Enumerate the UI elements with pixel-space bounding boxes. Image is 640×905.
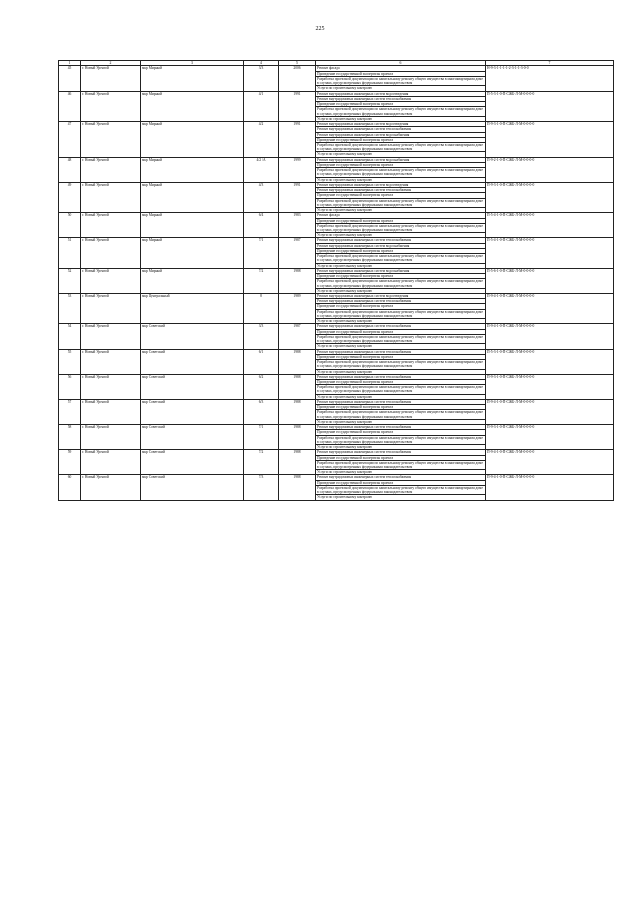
row-work-item: Проведение государственной экспертизы проекта bbox=[316, 274, 486, 279]
row-city: г. Новый Уренгой bbox=[81, 425, 141, 450]
row-work-item: Разработка проектной документации по капитальному ремонту общего имущества в многоквартирном доме в случаях, предусмотренных федеральным законодательством bbox=[316, 107, 486, 116]
row-work-item: Разработка проектной документации по капитальному ремонту общего имущества в многоквартирном доме в случаях, предусмотренных федеральным законодательством bbox=[316, 360, 486, 369]
row-street: мкр Советский bbox=[141, 425, 244, 450]
row-work-item: Проведение государственной экспертизы проекта bbox=[316, 218, 486, 223]
row-work-item: Проведение государственной экспертизы проекта bbox=[316, 102, 486, 107]
row-house: 7/3 bbox=[244, 475, 279, 500]
row-work-item: Услуги по строительному контролю bbox=[316, 369, 486, 374]
row-number: 52 bbox=[59, 268, 81, 293]
row-number: 55 bbox=[59, 349, 81, 374]
row-work-item: Ремонт внутридомовых инженерных систем водоотведения bbox=[316, 122, 486, 127]
row-code: П-9-3-1-0-П-СЖБ-Л-М-0-0-0-0 bbox=[486, 425, 614, 450]
row-number: 47 bbox=[59, 122, 81, 158]
row-city: г. Новый Уренгой bbox=[81, 450, 141, 475]
row-city: г. Новый Уренгой bbox=[81, 91, 141, 121]
row-work-item: Проведение государственной экспертизы проекта bbox=[316, 162, 486, 167]
row-city: г. Новый Уренгой bbox=[81, 349, 141, 374]
row-year: 1989 bbox=[279, 294, 316, 324]
row-house: 6/3 bbox=[244, 399, 279, 424]
row-year: 1988 bbox=[279, 425, 316, 450]
row-number: 53 bbox=[59, 294, 81, 324]
row-work-item: Ремонт внутридомовых инженерных систем водоснабжения bbox=[316, 243, 486, 248]
row-street: мкр Советский bbox=[141, 324, 244, 349]
table-row bbox=[59, 268, 614, 273]
row-number: 49 bbox=[59, 182, 81, 212]
row-street: мкр Центральный bbox=[141, 294, 244, 324]
row-work-item: Проведение государственной экспертизы проекта bbox=[316, 354, 486, 359]
row-code: П-9-4-1-0-П-СЖБ-Л-М-0-0-0-0 bbox=[486, 294, 614, 324]
row-year: 1987 bbox=[279, 324, 316, 349]
row-year: 1991 bbox=[279, 91, 316, 121]
row-work-item: Проведение государственной экспертизы проекта bbox=[316, 380, 486, 385]
row-work-item: Проведение государственной экспертизы проекта bbox=[316, 405, 486, 410]
row-work-item: Услуги по строительному контролю bbox=[316, 86, 486, 91]
row-work-item: Разработка проектной документации по капитальному ремонту общего имущества в многоквартирном доме в случаях, предусмотренных федеральным законодательством bbox=[316, 198, 486, 207]
row-city: г. Новый Уренгой bbox=[81, 294, 141, 324]
row-code: П-9-4-1-0-П-СЖБ-Л-М-0-0-0-0 bbox=[486, 399, 614, 424]
row-street: мкр Советский bbox=[141, 475, 244, 500]
row-number: 60 bbox=[59, 475, 81, 500]
row-number: 59 bbox=[59, 450, 81, 475]
row-house: 7/2 bbox=[244, 450, 279, 475]
row-street: мкр Мирный bbox=[141, 213, 244, 238]
table-row bbox=[59, 425, 614, 430]
row-number: 58 bbox=[59, 425, 81, 450]
row-work-item: Ремонт внутридомовых инженерных систем теплоснабжения bbox=[316, 238, 486, 243]
row-number: 54 bbox=[59, 324, 81, 349]
row-city: г. Новый Уренгой bbox=[81, 374, 141, 399]
table-row bbox=[59, 324, 614, 329]
row-code: П-5-4-1-0-П-СЖБ-Л-М-0-0-0-0 bbox=[486, 213, 614, 238]
row-year: 1991 bbox=[279, 182, 316, 212]
row-code: П-5-3-1-0-П-СЖБ-Л-М-0-0-0-0 bbox=[486, 349, 614, 374]
row-house: 7/2 bbox=[244, 268, 279, 293]
row-street: мкр Мирный bbox=[141, 91, 244, 121]
row-number: 50 bbox=[59, 213, 81, 238]
row-work-item: Ремонт внутридомовых инженерных систем теплоснабжения bbox=[316, 425, 486, 430]
row-work-item: Ремонт внутридомовых инженерных систем водоотведения bbox=[316, 182, 486, 187]
row-number: 56 bbox=[59, 374, 81, 399]
row-work-item: Проведение государственной экспертизы проекта bbox=[316, 329, 486, 334]
column-number-3: 3 bbox=[141, 61, 244, 66]
row-house: 4/2 /А bbox=[244, 157, 279, 182]
row-house: 8 bbox=[244, 294, 279, 324]
page-number: 225 bbox=[315, 26, 325, 32]
row-work-item: Разработка проектной документации по капитальному ремонту общего имущества в многоквартирном доме в случаях, предусмотренных федеральным законодательством bbox=[316, 76, 486, 85]
row-work-item: Разработка проектной документации по капитальному ремонту общего имущества в многоквартирном доме в случаях, предусмотренных федеральным законодательством bbox=[316, 309, 486, 318]
row-work-item: Ремонт внутридомовых инженерных систем теплоснабжения bbox=[316, 475, 486, 480]
row-number: 51 bbox=[59, 238, 81, 268]
row-work-item: Услуги по строительному контролю bbox=[316, 208, 486, 213]
row-code: Н-9-3-1-1-1-1-2-3-1-1-3-0-0 bbox=[486, 66, 614, 91]
row-work-item: Разработка проектной документации по капитальному ремонту общего имущества в многоквартирном доме в случаях, предусмотренных федеральным законодательством bbox=[316, 254, 486, 263]
row-work-item: Ремонт внутридомовых инженерных систем водоснабжения bbox=[316, 157, 486, 162]
row-work-item: Проведение государственной экспертизы проекта bbox=[316, 71, 486, 76]
row-year: 1983 bbox=[279, 213, 316, 238]
row-work-item: Ремонт внутридомовых инженерных систем водоотведения bbox=[316, 294, 486, 299]
row-house: 4/1 bbox=[244, 91, 279, 121]
row-work-item: Услуги по строительному контролю bbox=[316, 288, 486, 293]
table-row bbox=[59, 399, 614, 404]
row-work-item: Ремонт внутридомовых инженерных систем теплоснабжения bbox=[316, 188, 486, 193]
row-work-item: Проведение государственной экспертизы проекта bbox=[316, 455, 486, 460]
row-city: г. Новый Уренгой bbox=[81, 324, 141, 349]
table-row bbox=[59, 66, 614, 71]
row-year: 1987 bbox=[279, 238, 316, 268]
row-house: 6/4 bbox=[244, 213, 279, 238]
row-code: П-9-3-1-0-П-СЖБ-Л-М-0-0-0-0 bbox=[486, 122, 614, 158]
row-work-item: Ремонт внутридомовых инженерных систем теплоснабжения bbox=[316, 349, 486, 354]
row-work-item: Ремонт фасада bbox=[316, 66, 486, 71]
row-work-item: Разработка проектной документации по капитальному ремонту общего имущества в многоквартирном доме в случаях, предусмотренных федеральным законодательством bbox=[316, 385, 486, 394]
table-row bbox=[59, 238, 614, 243]
row-work-item: Ремонт внутридомовых инженерных систем водоснабжения bbox=[316, 132, 486, 137]
row-work-item: Ремонт внутридомовых инженерных систем теплоснабжения bbox=[316, 96, 486, 101]
column-number-5: 5 bbox=[279, 61, 316, 66]
row-work-item: Ремонт внутридомовых инженерных систем теплоснабжения bbox=[316, 324, 486, 329]
row-street: мкр Мирный bbox=[141, 66, 244, 91]
row-work-item: Ремонт фасада bbox=[316, 213, 486, 218]
table-body bbox=[59, 66, 614, 500]
row-city: г. Новый Уренгой bbox=[81, 122, 141, 158]
row-work-item: Ремонт внутридомовых инженерных систем водоотведения bbox=[316, 91, 486, 96]
row-house: 6/2 bbox=[244, 374, 279, 399]
row-city: г. Новый Уренгой bbox=[81, 66, 141, 91]
row-year: 1988 bbox=[279, 374, 316, 399]
column-number-6: 6 bbox=[316, 61, 486, 66]
row-work-item: Услуги по строительному контролю bbox=[316, 419, 486, 424]
row-city: г. Новый Уренгой bbox=[81, 157, 141, 182]
row-work-item: Услуги по строительному контролю bbox=[316, 470, 486, 475]
row-code: П-5-3-1-0-П-СЖБ-Л-М-0-0-0-0 bbox=[486, 91, 614, 121]
row-work-item: Услуги по строительному контролю bbox=[316, 177, 486, 182]
row-city: г. Новый Уренгой bbox=[81, 182, 141, 212]
row-number: 48 bbox=[59, 157, 81, 182]
row-code: П-9-3-1-0-П-СЖБ-Л-М-0-0-0-0 bbox=[486, 374, 614, 399]
row-city: г. Новый Уренгой bbox=[81, 268, 141, 293]
row-work-item: Проведение государственной экспертизы проекта bbox=[316, 193, 486, 198]
row-city: г. Новый Уренгой bbox=[81, 399, 141, 424]
table-row bbox=[59, 182, 614, 187]
column-number-7: 7 bbox=[486, 61, 614, 66]
row-code: П-9-4-1-0-П-СЖБ-Л-М-0-0-0-0 bbox=[486, 475, 614, 500]
row-street: мкр Мирный bbox=[141, 157, 244, 182]
row-work-item: Ремонт внутридомовых инженерных систем теплоснабжения bbox=[316, 127, 486, 132]
capital-repair-table bbox=[58, 60, 614, 501]
row-year: 1988 bbox=[279, 399, 316, 424]
row-work-item: Разработка проектной документации по капитальному ремонту общего имущества в многоквартирном доме в случаях, предусмотренных федеральным законодательством bbox=[316, 334, 486, 343]
row-work-item: Услуги по строительному контролю bbox=[316, 152, 486, 157]
row-work-item: Разработка проектной документации по капитальному ремонту общего имущества в многоквартирном доме в случаях, предусмотренных федеральным законодательством bbox=[316, 410, 486, 419]
row-street: мкр Мирный bbox=[141, 122, 244, 158]
row-number: 46 bbox=[59, 91, 81, 121]
row-year: 1988 bbox=[279, 349, 316, 374]
row-code: П-9-3-1-0-П-СЖБ-Л-М-0-0-0-0 bbox=[486, 182, 614, 212]
row-work-item: Проведение государственной экспертизы проекта bbox=[316, 248, 486, 253]
row-work-item: Разработка проектной документации по капитальному ремонту общего имущества в многоквартирном доме в случаях, предусмотренных федеральным законодательством bbox=[316, 460, 486, 469]
row-work-item: Ремонт внутридомовых инженерных систем теплоснабжения bbox=[316, 299, 486, 304]
row-code: П-5-6-1-0-П-СЖБ-Л-М-0-0-0-0 bbox=[486, 268, 614, 293]
row-work-item: Разработка проектной документации по капитальному ремонту общего имущества в многоквартирном доме в случаях, предусмотренных федеральным законодательством bbox=[316, 279, 486, 288]
row-street: мкр Мирный bbox=[141, 238, 244, 268]
row-house: 3/3 bbox=[244, 66, 279, 91]
row-work-item: Услуги по строительному контролю bbox=[316, 445, 486, 450]
row-year: 2006 bbox=[279, 66, 316, 91]
row-house: 6/1 bbox=[244, 349, 279, 374]
row-house: 7/1 bbox=[244, 238, 279, 268]
row-code: П-9-4-1-0-П-СЖБ-Л-М-0-0-0-0 bbox=[486, 450, 614, 475]
row-work-item: Услуги по строительному контролю bbox=[316, 394, 486, 399]
row-work-item: Проведение государственной экспертизы проекта bbox=[316, 430, 486, 435]
row-street: мкр Мирный bbox=[141, 268, 244, 293]
row-work-item: Ремонт внутридомовых инженерных систем водоснабжения bbox=[316, 268, 486, 273]
column-number-2: 2 bbox=[81, 61, 141, 66]
table-row bbox=[59, 122, 614, 127]
row-street: мкр Советский bbox=[141, 399, 244, 424]
row-work-item: Разработка проектной документации по капитальному ремонту общего имущества в многоквартирном доме в случаях, предусмотренных федеральным законодательством bbox=[316, 168, 486, 177]
row-work-item: Разработка проектной документации по капитальному ремонту общего имущества в многоквартирном доме в случаях, предусмотренных федеральным законодательством bbox=[316, 142, 486, 151]
row-year: 1988 bbox=[279, 268, 316, 293]
row-work-item: Услуги по строительному контролю bbox=[316, 263, 486, 268]
table-row bbox=[59, 294, 614, 299]
row-year: 1988 bbox=[279, 450, 316, 475]
row-work-item: Услуги по строительному контролю bbox=[316, 116, 486, 121]
row-work-item: Ремонт внутридомовых инженерных систем теплоснабжения bbox=[316, 374, 486, 379]
row-work-item: Услуги по строительному контролю bbox=[316, 495, 486, 500]
row-city: г. Новый Уренгой bbox=[81, 238, 141, 268]
row-work-item: Разработка проектной документации по капитальному ремонту общего имущества в многоквартирном доме в случаях, предусмотренных федеральным законодательством bbox=[316, 223, 486, 232]
row-house: 4/2 bbox=[244, 122, 279, 158]
row-year: 1999 bbox=[279, 157, 316, 182]
row-code: П-9-2-1-0-П-СЖБ-Л-М-0-0-0-0 bbox=[486, 157, 614, 182]
table-row bbox=[59, 91, 614, 96]
row-number: 45 bbox=[59, 66, 81, 91]
row-work-item: Услуги по строительному контролю bbox=[316, 233, 486, 238]
row-house: 7/1 bbox=[244, 425, 279, 450]
row-work-item: Услуги по строительному контролю bbox=[316, 319, 486, 324]
row-house: 3/3 bbox=[244, 324, 279, 349]
table-row bbox=[59, 374, 614, 379]
row-street: мкр Советский bbox=[141, 450, 244, 475]
row-street: мкр Советский bbox=[141, 374, 244, 399]
row-street: мкр Мирный bbox=[141, 182, 244, 212]
row-code: П-5-4-1-0-П-СЖБ-Л-М-0-0-0-0 bbox=[486, 238, 614, 268]
row-work-item: Проведение государственной экспертизы проекта bbox=[316, 137, 486, 142]
table-row bbox=[59, 157, 614, 162]
row-work-item: Разработка проектной документации по капитальному ремонту общего имущества в многоквартирном доме в случаях, предусмотренных федеральным законодательством bbox=[316, 435, 486, 444]
row-code: П-9-4-1-0-П-СЖБ-Л-М-0-0-0-0 bbox=[486, 324, 614, 349]
row-work-item: Ремонт внутридомовых инженерных систем теплоснабжения bbox=[316, 399, 486, 404]
row-number: 57 bbox=[59, 399, 81, 424]
row-house: 4/3 bbox=[244, 182, 279, 212]
column-number-4: 4 bbox=[244, 61, 279, 66]
row-work-item: Проведение государственной экспертизы проекта bbox=[316, 304, 486, 309]
row-work-item: Разработка проектной документации по капитальному ремонту общего имущества в многоквартирном доме в случаях, предусмотренных федеральным законодательством bbox=[316, 485, 486, 494]
table-row bbox=[59, 475, 614, 480]
row-city: г. Новый Уренгой bbox=[81, 213, 141, 238]
row-year: 1988 bbox=[279, 475, 316, 500]
table-row bbox=[59, 213, 614, 218]
row-city: г. Новый Уренгой bbox=[81, 475, 141, 500]
row-work-item: Проведение государственной экспертизы проекта bbox=[316, 480, 486, 485]
column-number-1: 1 bbox=[59, 61, 81, 66]
row-year: 1991 bbox=[279, 122, 316, 158]
table-row bbox=[59, 450, 614, 455]
row-work-item: Услуги по строительному контролю bbox=[316, 344, 486, 349]
row-work-item: Ремонт внутридомовых инженерных систем теплоснабжения bbox=[316, 450, 486, 455]
row-street: мкр Советский bbox=[141, 349, 244, 374]
table-row bbox=[59, 349, 614, 354]
